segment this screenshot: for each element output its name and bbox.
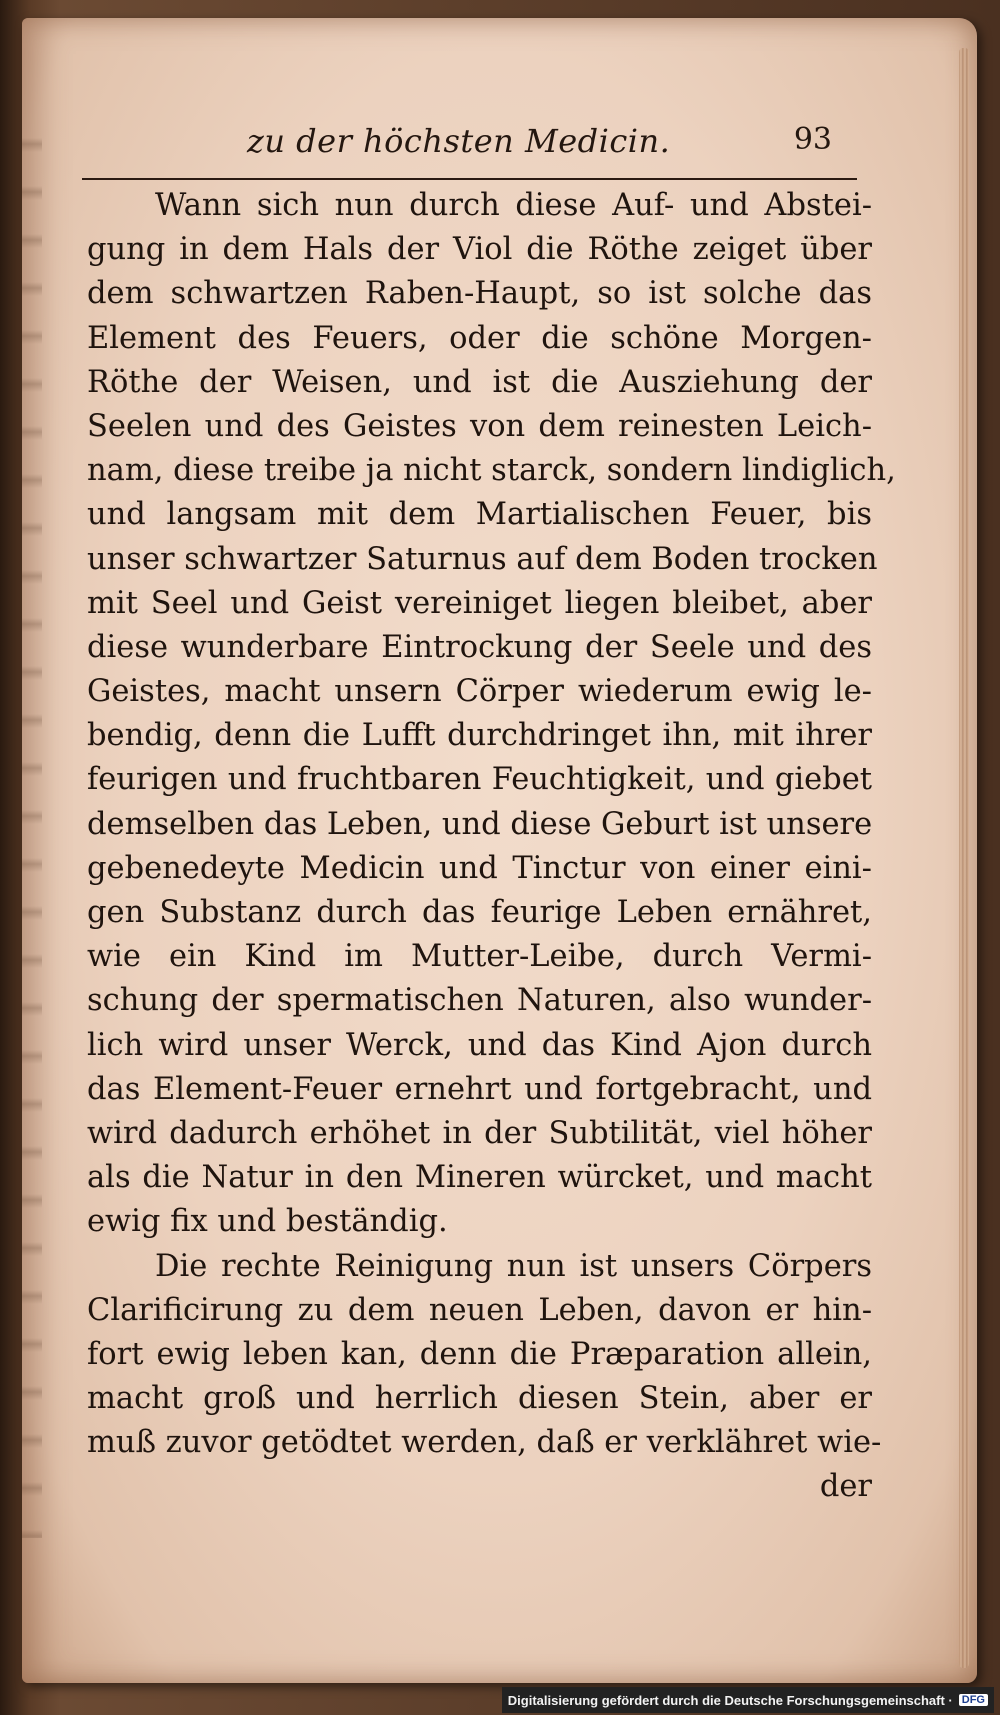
catchword: der [819,1469,872,1505]
credit-text: Digitalisierung gefördert durch die Deutsche Forschungsgemeinschaft · [507,1692,953,1708]
text-line: Geistes, macht unsern Cörper wiederum ewig le- [87,674,872,710]
text-line: und langsam mit dem Martialischen Feuer, bis [87,497,872,533]
text-line: das Element-Feuer ernehrt und fortgebracht, und [87,1071,872,1107]
text-line: bendig, denn die Lufft durchdringet ihn, mit ihrer [87,718,872,754]
text-line: gung in dem Hals der Viol die Röthe zeiget über [87,232,872,268]
text-line: fort ewig leben kan, denn die Præparation allein, [87,1336,872,1372]
text-line: schung der spermatischen Naturen, also wunder- [87,983,872,1019]
text-line: ewig fix und beständig. [87,1204,448,1240]
text-line: Röthe der Weisen, und ist die Ausziehung der [87,364,872,400]
digitization-credit [502,1687,994,1713]
text-line: demselben das Leben, und diese Geburt ist unsere [87,806,873,842]
page-number: 93 [793,122,832,157]
page-edge [959,48,969,1668]
body-text [87,184,896,1510]
text-line: gebenedeyte Medicin und Tinctur von einer eini- [87,850,872,886]
text-line: dem schwartzen Raben-Haupt, so ist solche das [87,276,872,312]
text-line: Element des Feuers, oder die schöne Morgen- [87,320,872,356]
running-head: zu der höchsten Medicin. [247,122,671,160]
gutter-shadow [22,138,42,1538]
text-line: wird dadurch erhöhet in der Subtilität, viel höher [87,1115,872,1151]
text-line: mit Seel und Geist vereiniget liegen bleibet, aber [87,585,872,621]
dfg-logo: DFG [959,1694,988,1706]
text-line: muß zuvor getödtet werden, daß er verklähret wie- [87,1425,882,1461]
text-line: nam, diese treibe ja nicht starck, sondern lindiglich, [87,453,896,489]
text-line: gen Substanz durch das feurige Leben ernähret, [87,895,872,930]
text-line: als die Natur in den Mineren würcket, und macht [87,1160,872,1196]
text-line: Seelen und des Geistes von dem reinesten Leich- [87,408,872,444]
header-rule [82,178,857,180]
text-line: Die rechte Reinigung nun ist unsers Cörpers [155,1248,872,1284]
text-line: diese wunderbare Eintrockung der Seele und des [87,629,872,665]
text-line: unser schwartzer Saturnus auf dem Boden trocken [87,541,878,577]
text-line: Wann sich nun durch diese Auf- und Abstei- [155,188,872,223]
text-line: Clarificirung zu dem neuen Leben, davon er hin- [87,1292,872,1328]
text-line: lich wird unser Werck, und das Kind Ajon durch [87,1027,872,1063]
book-page [22,18,977,1683]
text-line: macht groß und herrlich diesen Stein, aber er [87,1381,872,1417]
text-line: wie ein Kind im Mutter-Leibe, durch Vermi- [87,939,872,975]
text-line: feurigen und fruchtbaren Feuchtigkeit, und giebet [87,762,872,798]
page-header [142,118,842,168]
